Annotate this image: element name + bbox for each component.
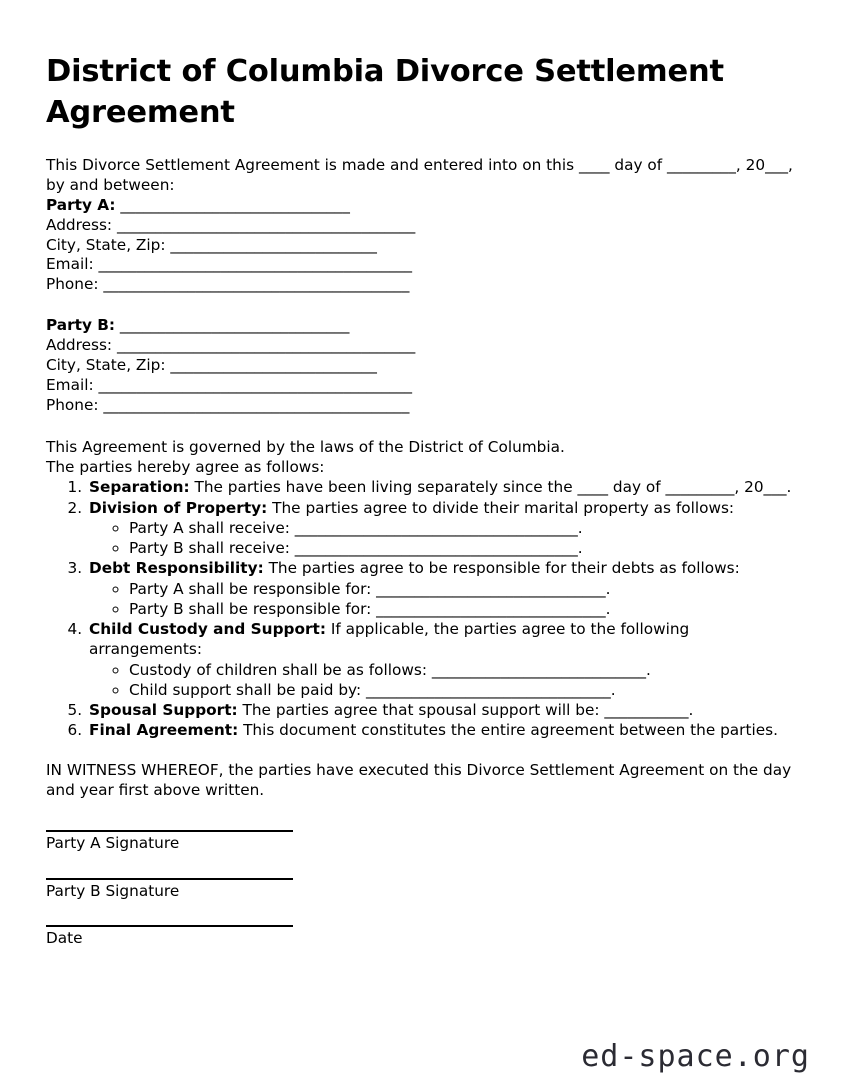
signature-label-party-a: Party A Signature (46, 834, 180, 853)
party-b-block (46, 316, 794, 415)
party-b-citystatezip-row (46, 356, 794, 376)
list-item: ◦ Custody of children shall be as follows: ____________________________. (129, 660, 794, 680)
clause-body-final-agreement: This document constitutes the entire agreement between the parties. (238, 721, 778, 740)
party-a-citystatezip-label: City, State, Zip: (46, 235, 166, 254)
signature-block-party-b (46, 878, 794, 900)
party-b-citystatezip-blank: ___________________________ (165, 355, 377, 374)
clause-item-debt-responsibility (87, 558, 794, 619)
party-a-block (46, 196, 794, 295)
party-b-name-row (46, 316, 794, 336)
clause-item-division-of-property (87, 498, 794, 559)
list-item: ◦ Child support shall be paid by: ________________________________. (129, 680, 794, 700)
list-item: ◦ Party B shall receive: _____________________________________. (129, 538, 794, 558)
party-b-phone-label: Phone: (46, 395, 99, 414)
clause-title-final-agreement: Final Agreement: (89, 721, 239, 740)
party-a-email-row (46, 255, 794, 275)
signature-block-date (46, 925, 794, 947)
signature-block-party-a (46, 830, 794, 852)
list-item: ◦ Party A shall receive: _____________________________________. (129, 518, 794, 538)
party-b-citystatezip-label: City, State, Zip: (46, 355, 166, 374)
list-item: ◦ Party A shall be responsible for: ______________________________. (129, 579, 794, 599)
intro-text-year-prefix: , 20 (735, 156, 766, 175)
clause-title-debt-responsibility: Debt Responsibility: (89, 559, 264, 578)
sub-list-division-of-property (89, 518, 794, 559)
party-a-phone-row (46, 275, 794, 295)
intro-text-day-of: day of (609, 156, 668, 175)
party-a-email-label: Email: (46, 255, 94, 274)
party-a-name-blank: ______________________________ (115, 195, 350, 214)
party-a-citystatezip-row (46, 236, 794, 256)
clause-body-debt-responsibility: The parties agree to be responsible for their debts as follows: (263, 559, 740, 578)
party-a-phone-label: Phone: (46, 275, 99, 294)
clause-item-child-custody-and-support (87, 619, 794, 700)
party-b-address-row (46, 336, 794, 356)
intro-day-blank: ____ (578, 156, 610, 175)
party-a-citystatezip-blank: ___________________________ (165, 235, 377, 254)
clause-item-spousal-support (87, 700, 794, 720)
agreement-lead-in: The parties hereby agree as follows: (46, 457, 325, 476)
party-a-address-blank: _______________________________________ (112, 215, 416, 234)
signature-label-date: Date (46, 929, 83, 948)
intro-text-tail: , by and between: (46, 156, 793, 195)
party-b-address-blank: _______________________________________ (112, 336, 416, 355)
party-a-name-row (46, 196, 794, 216)
party-a-address-row (46, 216, 794, 236)
signature-line-party-b[interactable] (46, 878, 293, 880)
clause-body-spousal-support: The parties agree that spousal support will be: ___________. (237, 701, 694, 720)
party-b-address-label: Address: (46, 336, 113, 355)
intro-text-lead: This Divorce Settlement Agreement is made and entered into on this (46, 156, 579, 175)
party-a-label: Party A: (46, 195, 116, 214)
party-b-phone-blank: ________________________________________ (98, 395, 410, 414)
signature-line-date[interactable] (46, 925, 293, 927)
party-b-name-blank: ______________________________ (115, 316, 350, 335)
intro-year-blank: ___ (765, 156, 789, 175)
clause-body-child-custody-and-support: If applicable, the parties agree to the following arrangements: (89, 620, 690, 659)
witness-clause: IN WITNESS WHEREOF, the parties have executed this Divorce Settlement Agreement on the day and year first above written. (46, 760, 792, 800)
clause-item-separation (87, 477, 794, 497)
party-a-email-blank: _________________________________________ (93, 255, 413, 274)
party-a-phone-blank: ________________________________________ (98, 275, 410, 294)
party-b-email-row (46, 376, 794, 396)
clause-title-spousal-support: Spousal Support: (89, 701, 238, 720)
clause-item-final-agreement (87, 720, 794, 740)
intro-paragraph (46, 155, 794, 196)
party-b-email-label: Email: (46, 375, 94, 394)
signature-label-party-b: Party B Signature (46, 881, 180, 900)
signature-line-party-a[interactable] (46, 830, 293, 832)
watermark-text: ed-space.org (581, 1039, 810, 1074)
clause-title-separation: Separation: (89, 478, 190, 497)
intro-month-blank: _________ (667, 156, 736, 175)
clause-body-division-of-property: The parties agree to divide their marital property as follows: (267, 498, 735, 517)
governing-law-paragraph: This Agreement is governed by the laws of the District of Columbia. (46, 437, 565, 456)
clause-title-division-of-property: Division of Property: (89, 498, 268, 517)
party-b-label: Party B: (46, 316, 116, 335)
clause-list (46, 477, 794, 740)
party-a-address-label: Address: (46, 215, 113, 234)
sub-list-child-custody-and-support (89, 660, 794, 701)
clause-title-child-custody-and-support: Child Custody and Support: (89, 620, 326, 639)
clause-body-separation: The parties have been living separately since the ____ day of _________, 20___. (189, 478, 792, 497)
party-b-phone-row (46, 396, 794, 416)
sub-list-debt-responsibility (89, 579, 794, 620)
list-item: ◦ Party B shall be responsible for: ______________________________. (129, 599, 794, 619)
party-b-email-blank: _________________________________________ (93, 375, 413, 394)
page-title: District of Columbia Divorce Settlement Agreement (46, 54, 724, 130)
